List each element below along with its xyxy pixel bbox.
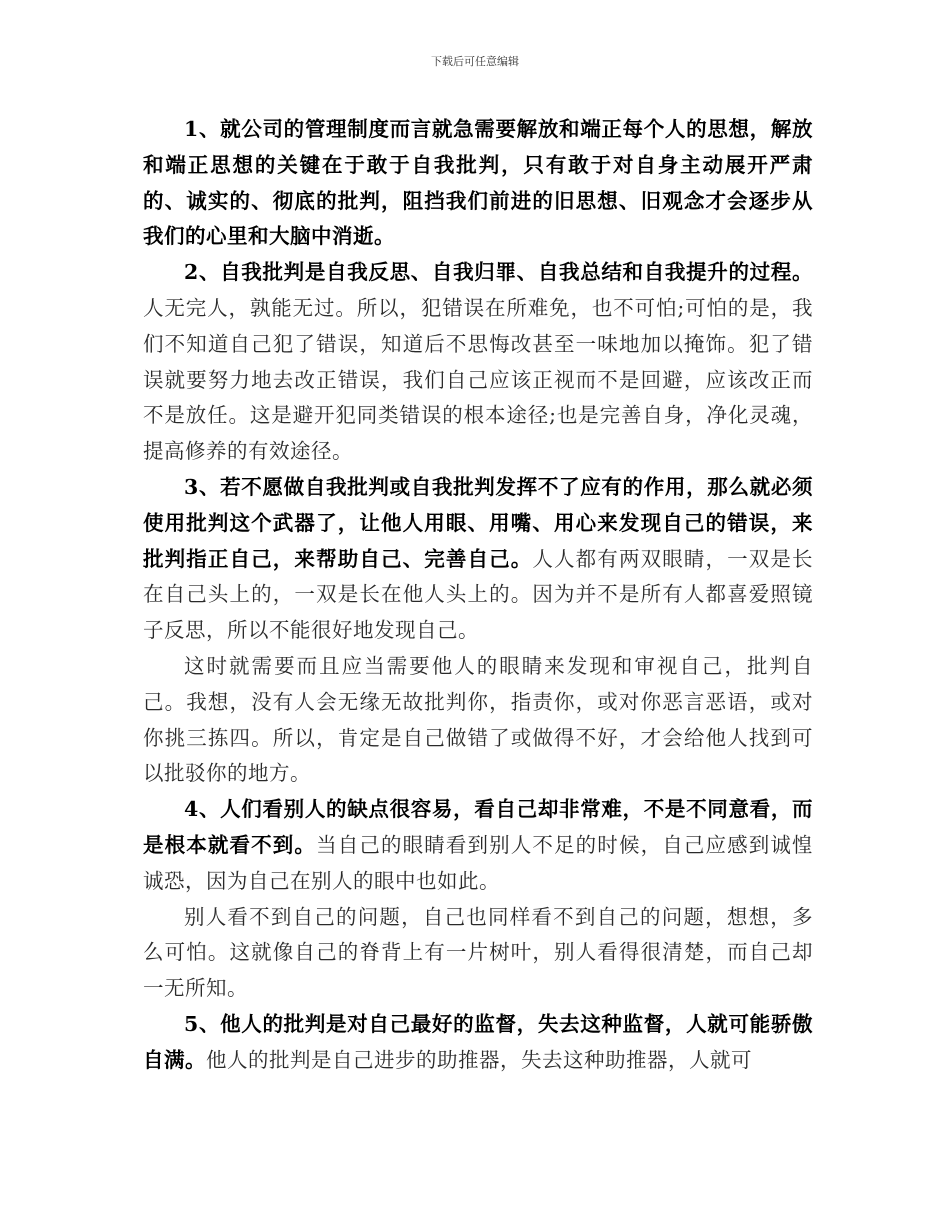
paragraph-7-normal: 他人的批判是自己进步的助推器，失去这种助推器，人就可	[206, 1047, 752, 1072]
paragraph-6	[143, 900, 813, 1007]
page-header: 下载后可任意编辑	[431, 55, 519, 68]
paragraph-5-normal: 当自己的眼睛看到别人不足的时候，自己应感到诚惶诚恐，因为自己在别人的眼中也如此。	[143, 832, 814, 893]
paragraph-3-normal: 人人都有两双眼睛，一双是长在自己头上的，一双是长在他人头上的。因为并不是所有人都喜爱照镜子反思，所以不能很好地发现自己。	[143, 546, 814, 643]
paragraph-5	[143, 792, 813, 899]
paragraph-2-bold: 2、自我批判是自我反思、自我归罪、自我总结和自我提升的过程。	[184, 260, 813, 285]
document-body	[143, 112, 813, 1079]
paragraph-5-bold: 4、人们看别人的缺点很容易，看自己却非常难，不是不同意看，而是根本就看不到。	[143, 797, 813, 857]
paragraph-6-normal: 别人看不到自己的问题，自己也同样看不到自己的问题，想想，多么可怕。这就像自己的脊背上有一片树叶，别人看得很清楚，而自己却一无所知。	[143, 904, 813, 1001]
paragraph-4	[143, 649, 813, 792]
paragraph-1	[143, 112, 813, 255]
paragraph-3-bold: 3、若不愿做自我批判或自我批判发挥不了应有的作用，那么就必须使用批判这个武器了，让他人用眼、用嘴、用心来发现自己的错误，来批判指正自己，来帮助自己、完善自己。	[143, 474, 813, 571]
paragraph-3	[143, 470, 813, 649]
paragraph-1-bold: 1、就公司的管理制度而言就急需要解放和端正每个人的思想，解放和端正思想的关键在于敢于自我批判，只有敢于对自身主动展开严肃的、诚实的、彻底的批判，阻挡我们前进的旧思想、旧观念才会逐步从我们的心里和大脑中消逝。	[143, 117, 813, 249]
paragraph-2	[143, 255, 813, 470]
paragraph-7-bold: 5、他人的批判是对自己最好的监督，失去这种监督，人就可能骄傲自满。	[143, 1011, 813, 1072]
paragraph-2-normal: 人无完人，孰能无过。所以，犯错误在所难免，也不可怕;可怕的是，我们不知道自己犯了错误，知道后不思悔改甚至一味地加以掩饰。犯了错误就要努力地去改正错误，我们自己应该正视而不是回避，应该改正而不是放任。这是避开犯同类错误的根本途径;也是完善自身，净化灵魂，提高修养的有效途径。	[143, 295, 813, 464]
paragraph-7	[143, 1007, 813, 1079]
paragraph-4-normal: 这时就需要而且应当需要他人的眼睛来发现和审视自己，批判自己。我想，没有人会无缘无故批判你，指责你，或对你恶言恶语，或对你挑三拣四。所以，肯定是自己做错了或做得不好，才会给他人找到可以批驳你的地方。	[143, 653, 813, 786]
